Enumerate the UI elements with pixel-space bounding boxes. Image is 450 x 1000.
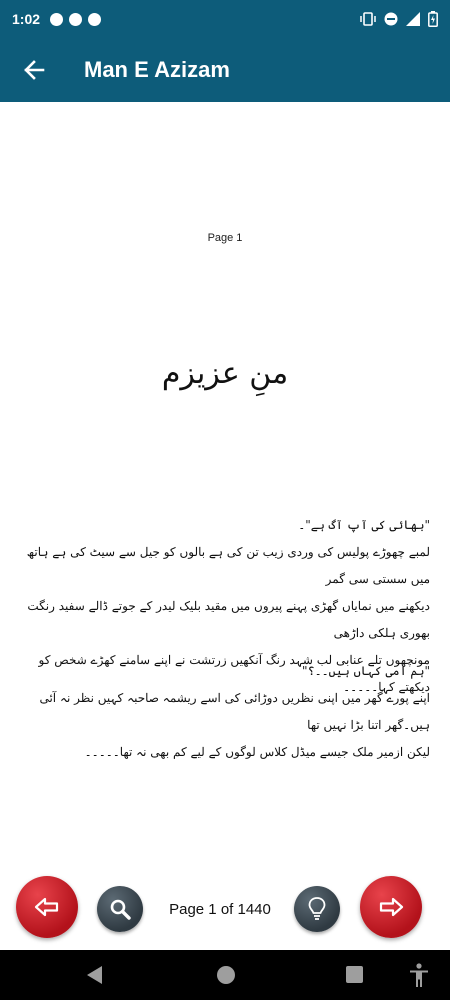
page-label: Page 1	[207, 232, 243, 244]
back-triangle-icon	[86, 965, 104, 985]
bottom-toolbar	[0, 872, 450, 950]
previous-page-button[interactable]	[16, 876, 78, 938]
vibrate-icon	[360, 12, 376, 26]
app-title: Man E Azizam	[84, 57, 230, 82]
text-line: اپنے پورے گھر میں اپنی نظریں دوڑائی کی اسے ریشمہ صاحبہ کہیں نظر نہ آئی ہیں۔گھر اتنا بڑا نہیں تھا	[39, 691, 430, 732]
page-indicator: Page 1 of 1440	[169, 901, 271, 918]
text-line: مونچھوں تلے عنابی لب شہد رنگ آنکھیں زرتشت نے اپنے سامنے کھڑے شخص کو دیکھتے کہا۔۔۔۔۔	[38, 653, 430, 694]
arrow-left-icon	[23, 59, 45, 81]
paragraph-2	[16, 658, 430, 766]
magnifier-icon	[108, 897, 132, 921]
text-line: "بھائی کی آپ آگ ہے"۔	[298, 518, 430, 532]
nav-back-button[interactable]	[86, 965, 104, 989]
chat-icon	[50, 13, 63, 26]
text-line: لیکن ازمیر ملک جیسے میڈل کلاس لوگوں کے لیے کم بھی نہ تھا۔۔۔۔۔	[84, 745, 430, 759]
lightbulb-icon	[307, 896, 327, 922]
record-icon	[88, 13, 101, 26]
night-mode-button[interactable]	[294, 886, 340, 932]
arrow-left-outline-icon	[34, 896, 60, 918]
text-line: "ہم امی کہاں ہیں۔۔؟"	[302, 664, 430, 678]
nav-home-button[interactable]	[216, 965, 236, 989]
arrow-right-outline-icon	[378, 896, 404, 918]
notification-icons	[50, 13, 101, 26]
book-page[interactable]	[0, 102, 450, 872]
nav-recents-button[interactable]	[345, 965, 364, 988]
recents-square-icon	[345, 965, 364, 984]
signal-icon	[406, 12, 420, 26]
status-bar	[0, 0, 450, 38]
text-line: دیکھنے میں نمایاں گھڑی پہنے پیروں میں مقید بلیک لیدر کے جوتے ڈالے سفید رنگت بھوری ہلکی داڑھی	[27, 599, 430, 640]
text-line: لمبے چھوڑے پولیس کی وردی زیب تن کی ہے بالوں کو جیل سے سیٹ کی ہے ہاتھ میں سستی سی گمر	[26, 545, 430, 586]
system-icons	[360, 11, 438, 27]
status-time: 1:02	[12, 11, 41, 27]
system-nav-bar	[0, 950, 450, 1000]
accessibility-icon	[408, 962, 430, 988]
battery-icon	[428, 11, 438, 27]
back-button[interactable]	[6, 42, 62, 98]
accessibility-button[interactable]	[408, 962, 430, 992]
app-bar	[0, 38, 450, 102]
next-page-button[interactable]	[360, 876, 422, 938]
record-icon	[69, 13, 82, 26]
search-button[interactable]	[97, 886, 143, 932]
home-circle-icon	[216, 965, 236, 985]
dnd-icon	[384, 12, 398, 26]
book-title: منِ عزیزم	[161, 356, 289, 391]
